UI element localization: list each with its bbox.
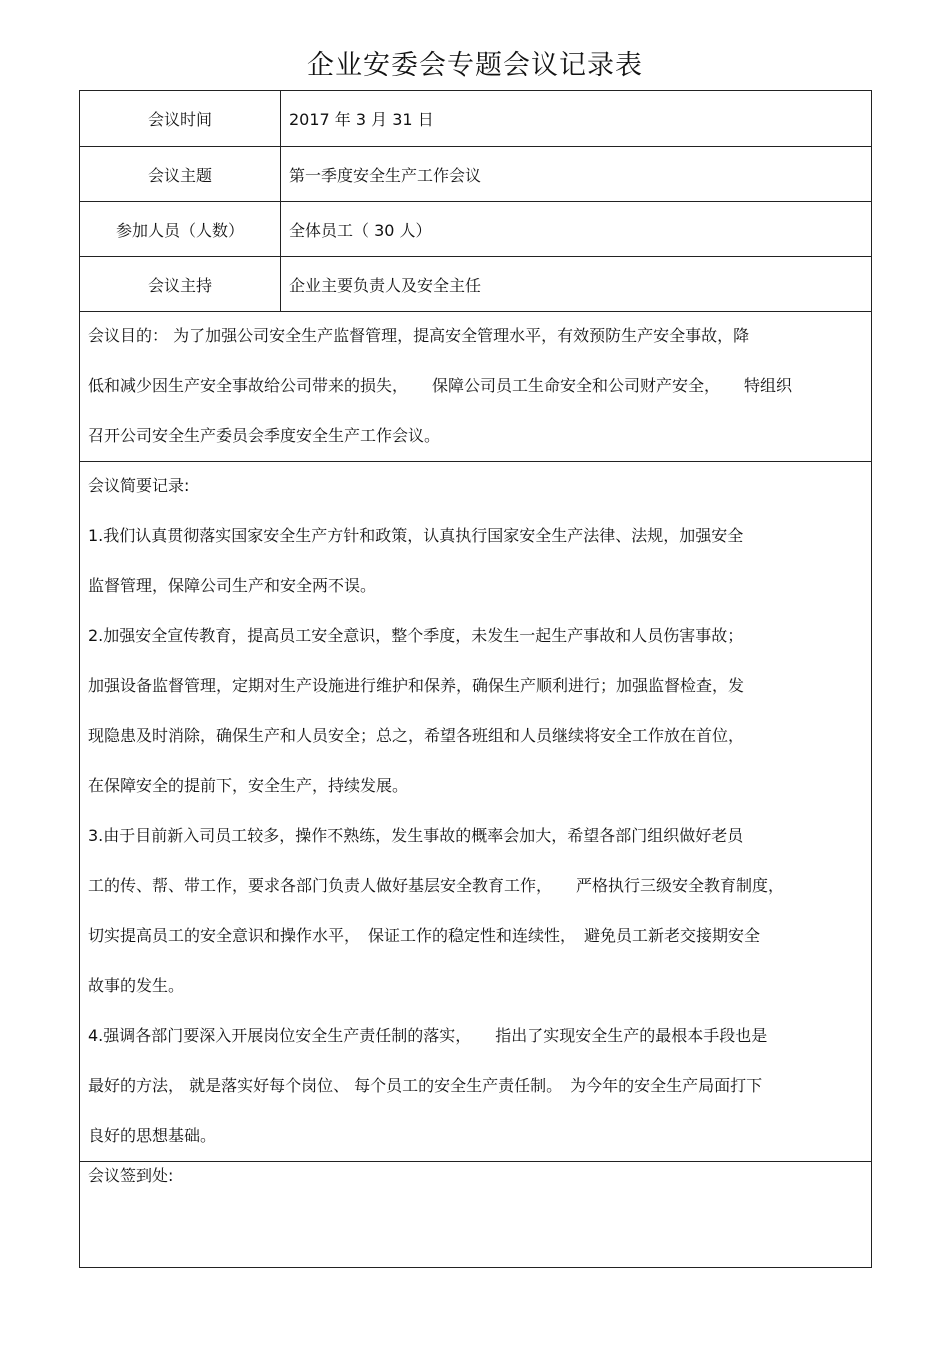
purpose-text — [88, 311, 863, 461]
notes-line: 切实提高员工的安全意识和操作水平， 保证工作的稳定性和连续性， 避免员工新老交接期安全 — [88, 926, 761, 945]
value-meeting-topic: 第一季度安全生产工作会议 — [281, 147, 872, 202]
row-meeting-time — [80, 91, 872, 147]
label-meeting-topic: 会议主题 — [80, 147, 281, 202]
purpose-line: 会议目的： 为了加强公司安全生产监督管理，提高安全管理水平，有效预防生产安全事故，降 — [88, 326, 750, 345]
notes-line: 现隐患及时消除，确保生产和人员安全；总之，希望各班组和人员继续将安全工作放在首位， — [88, 726, 745, 745]
notes-line: 最好的方法， 就是落实好每个岗位、 每个员工的安全生产责任制。 为今年的安全生产局面打下 — [88, 1076, 763, 1095]
purpose-line: 召开公司安全生产委员会季度安全生产工作会议。 — [88, 426, 441, 445]
value-meeting-time: 2017 年 3 月 31 日 — [281, 91, 872, 147]
label-host: 会议主持 — [80, 257, 281, 312]
row-notes — [80, 462, 872, 1162]
value-participants: 全体员工（ 30 人） — [281, 202, 872, 257]
notes-line: 工的传、帮、带工作，要求各部门负责人做好基层安全教育工作， 严格执行三级安全教育制度， — [88, 876, 785, 895]
notes-line: 加强设备监督管理，定期对生产设施进行维护和保养，确保生产顺利进行；加强监督检查，发 — [88, 676, 745, 695]
notes-body — [88, 461, 863, 1161]
row-signature — [80, 1162, 872, 1268]
signature-cell[interactable] — [80, 1162, 872, 1268]
notes-cell — [80, 462, 872, 1162]
notes-line: 在保障安全的提前下，安全生产，持续发展。 — [88, 776, 409, 795]
row-purpose — [80, 312, 872, 462]
row-participants — [80, 202, 872, 257]
label-meeting-time: 会议时间 — [80, 91, 281, 147]
notes-line: 良好的思想基础。 — [88, 1126, 217, 1145]
label-participants: 参加人员（人数） — [80, 202, 281, 257]
notes-line: 4.强调各部门要深入开展岗位安全生产责任制的落实， 指出了实现安全生产的最根本手段也是 — [88, 1026, 768, 1045]
notes-line: 故事的发生。 — [88, 976, 185, 995]
row-host — [80, 257, 872, 312]
document-title: 企业安委会专题会议记录表 — [307, 50, 643, 81]
purpose-line: 低和减少因生产安全事故给公司带来的损失， 保障公司员工生命安全和公司财产安全， 特组织 — [88, 376, 793, 395]
purpose-cell — [80, 312, 872, 462]
signature-label: 会议签到处: — [88, 1166, 174, 1185]
meeting-record-table — [79, 90, 872, 1268]
row-meeting-topic — [80, 147, 872, 202]
value-host: 企业主要负责人及安全主任 — [281, 257, 872, 312]
notes-line: 监督管理，保障公司生产和安全两不误。 — [88, 576, 377, 595]
notes-line: 2.加强安全宣传教育，提高员工安全意识，整个季度，未发生一起生产事故和人员伤害事故； — [88, 626, 744, 645]
notes-heading: 会议简要记录: — [88, 476, 190, 495]
notes-line: 1.我们认真贯彻落实国家安全生产方针和政策，认真执行国家安全生产法律、法规，加强安全 — [88, 526, 744, 545]
notes-line: 3.由于目前新入司员工较多，操作不熟练，发生事故的概率会加大，希望各部门组织做好老员 — [88, 826, 744, 845]
